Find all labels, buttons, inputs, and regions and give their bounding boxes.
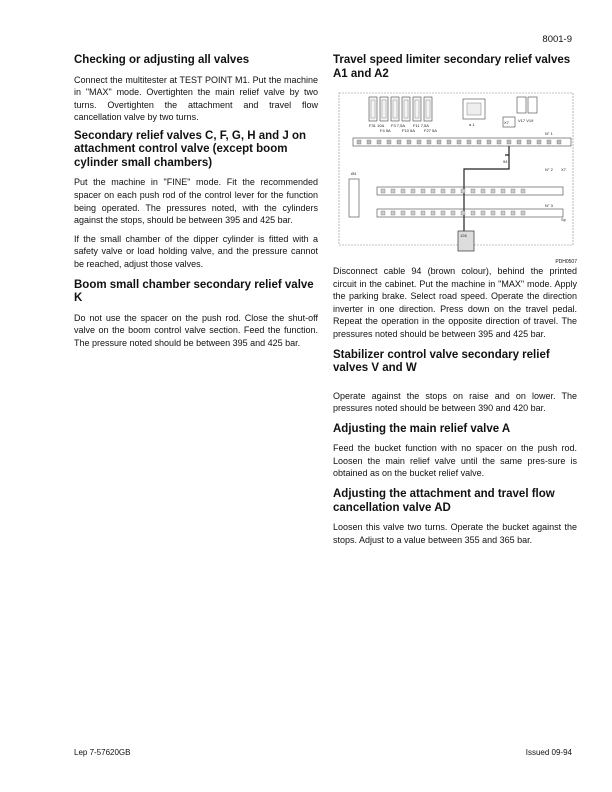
connector-label-n1: N° 1: [545, 131, 553, 136]
fuse-label-f27: F27 5A: [424, 128, 437, 133]
heading-stabilizer-control: Stabilizer control valve secondary relief valves V and W: [333, 348, 550, 375]
right-column: [333, 54, 577, 554]
connector-label-sp: Sp: [561, 217, 566, 222]
paragraph-secondary-relief-cfghj-2: If the small chamber of the dipper cylinder is fitted with a safety valve or load holding valve, and the pressure cannot be reached, adjust those valves.: [74, 233, 318, 269]
paragraph-checking-adjusting: Connect the multitester at TEST POINT M1. Put the machine in "MAX" mode. Overtighten the main relief valve by two turns. Overtighten the attachment and travel flow cancellation valve by two turns.: [74, 74, 318, 123]
connector-label-v17-v19: V17 V19: [518, 118, 534, 123]
paragraph-boom-small-chamber: Do not use the spacer on the push rod. Close the shut-off valve on the boom control valve section. Feed the function. The pressure noted should be between 395 and 425 bar.: [74, 312, 318, 348]
heading-travel-speed-limiter: Travel speed limiter secondary relief valves A1 and A2: [333, 54, 571, 80]
fuse-block: [369, 97, 432, 121]
connector-label-a1: a 1: [469, 122, 475, 127]
circuit-board-drawing: [333, 91, 577, 255]
footer-issue-date: Issued 09-94: [525, 748, 572, 757]
paragraph-travel-speed-limiter: Disconnect cable 94 (brown colour), behind the printed circuit in the cabinet. Put the machine in "MAX" mode. Apply the parking brake. Select road speed. Operate the direction inverter in one direction. Press down on the travel pedal. Repeat the operation in the opposite direction of travel. The pressures noted should be between 395 and 425 bar.: [333, 266, 577, 339]
connector-label-o4: Ø4: [351, 171, 357, 176]
fuse-label-f3: F3 7,5A: [391, 123, 406, 128]
connector-label-n3: N° 3: [545, 203, 553, 208]
paragraph-main-relief-valve: Feed the bucket function with no spacer on the push rod. Loosen the main relief valve until the same pres-sure is obtained as on the bucket relief valve.: [333, 443, 577, 479]
circuit-board-diagram: [333, 91, 577, 265]
left-column: [74, 54, 318, 355]
fuse-label-f31: F31 10A: [369, 123, 385, 128]
heading-main-relief-valve: Adjusting the main relief valve A: [333, 422, 511, 435]
footer-document-code: Lep 7-57620GB: [74, 748, 131, 757]
fuse-label-f4: F4 5A: [380, 128, 391, 133]
connector-label-128: 128: [460, 233, 467, 238]
heading-boom-small-chamber: Boom small chamber secondary relief valve K: [74, 278, 314, 305]
paragraph-secondary-relief-cfghj-1: Put the machine in "FINE" mode. Fit the recommended spacer on each push rod of the control lever for the function being operated. The pressures noted, with the cylinders against the stops, should be between 395 and 425 bar.: [74, 177, 318, 226]
connector-label-x7-right: X7: [561, 167, 566, 172]
heading-checking-adjusting: Checking or adjusting all valves: [74, 54, 250, 66]
heading-attachment-travel-flow: Adjusting the attachment and travel flow cancellation valve AD: [333, 488, 555, 514]
connector-label-n2: N° 2: [545, 167, 553, 172]
heading-secondary-relief-cfghj: Secondary relief valves C, F, G, H and J on attachment control valve (except boom cylinder small chambers): [74, 129, 306, 169]
cable-label-94: 94: [503, 159, 508, 164]
figure-label: PDH0507: [555, 259, 577, 265]
connector-label-x7-top: X7: [504, 120, 509, 125]
fuse-label-f10: F10 5A: [402, 128, 415, 133]
paragraph-attachment-travel-flow: Loosen this valve two turns. Operate the bucket against the stops. Adjust to a value between 355 and 365 bar.: [333, 522, 577, 545]
page-number: 8001-9: [542, 34, 572, 45]
paragraph-stabilizer-control: Operate against the stops on raise and on lower. The pressures noted should be between 390 and 420 bar.: [333, 390, 577, 414]
fuse-label-f11: F11 7,5A: [413, 123, 429, 128]
